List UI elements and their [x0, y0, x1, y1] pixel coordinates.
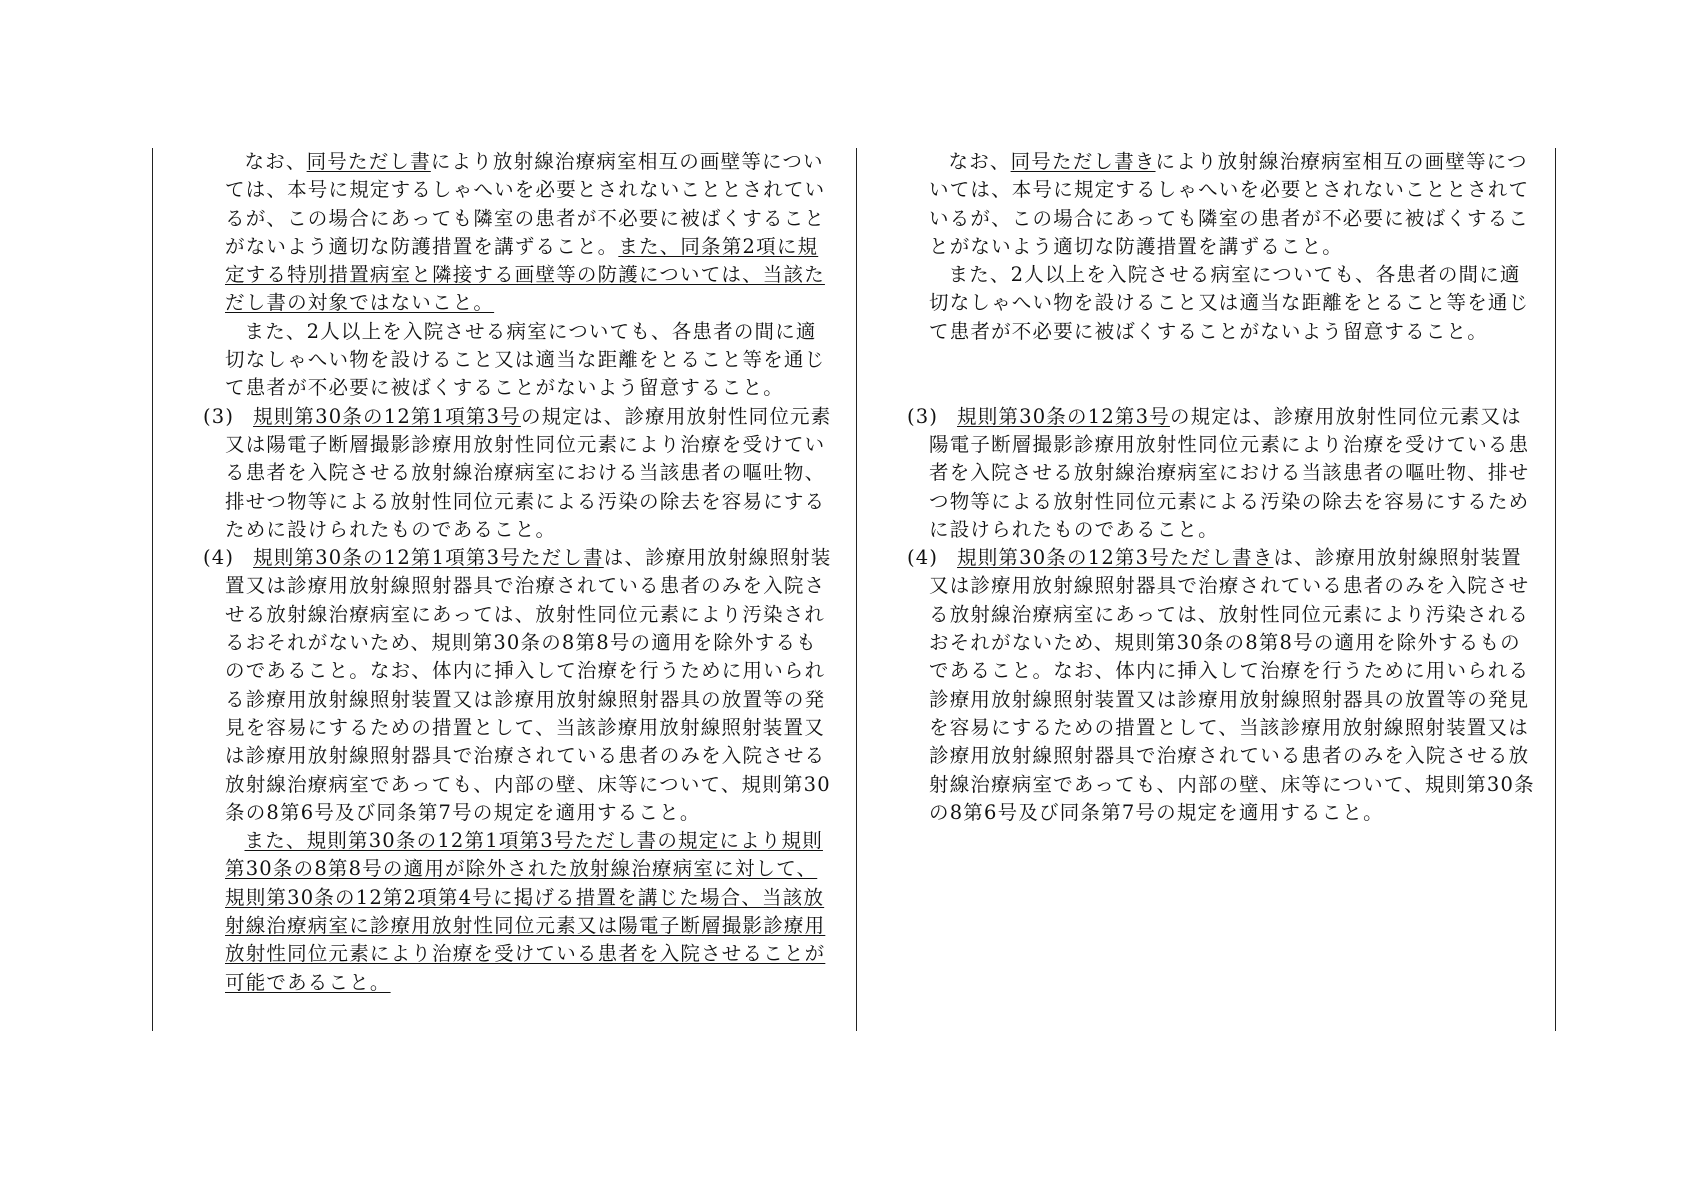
amended-reference: 規則第30条の12第1項第3号ただし書	[253, 546, 604, 570]
item-number: (4)	[203, 546, 235, 570]
item-number: (3)	[907, 404, 939, 428]
item-text: の規定は、診療用放射性同位元素又は陽電子断層撮影診療用放射性同位元素により治療を受けている患者を入院させる放射線治療病室における当該患者の嘔吐物、排せつ物等による放射性同位元素による汚染の除去を容易にするために設けられたものであること。	[929, 404, 1530, 541]
center-divider-rule	[856, 148, 857, 1031]
paragraph-prefix: なお、	[948, 150, 1011, 173]
added-paragraph	[225, 827, 837, 997]
item-3	[907, 403, 1541, 544]
added-sentence: また、同条第2項に規定する特別措置病室と隣接する画壁等の防護については、当該ただし書の対象ではないこと。	[225, 234, 825, 315]
item-3	[203, 403, 837, 544]
item-number: (4)	[907, 546, 939, 570]
item-text: の規定は、診療用放射性同位元素又は陽電子断層撮影診療用放射性同位元素により治療を受けている患者を入院させる放射線治療病室における当該患者の嘔吐物、排せつ物等による放射性同位元素による汚染の除去を容易にするために設けられたものであること。	[225, 404, 832, 541]
item-text: は、診療用放射線照射装置又は診療用放射線照射器具で治療されている患者のみを入院させる放射線治療病室にあっては、放射性同位元素により汚染されるおそれがないため、規則第30条の8第8号の適用を除外するものであること。なお、体内に挿入して治療を行うために用いられる診療用放射線照射装置又は診療用放射線照射器具の放置等の発見を容易にするための措置として、当該診療用放射線照射装置又は診療用放射線照射器具で治療されている患者のみを入院させる放射線治療病室であっても、内部の壁、床等について、規則第30条の8第6号及び同条第7号の規定を適用すること。	[929, 546, 1535, 824]
amended-reference: 規則第30条の12第3号	[957, 404, 1170, 428]
added-paragraph-text: また、規則第30条の12第1項第3号ただし書の規定により規則第30条の8第8号の適用が除外された放射線治療病室に対して、規則第30条の12第2項第4号に掲げる措置を講じた場合、当該放射線治療病室に診療用放射性同位元素又は陽電子断層撮影診療用放射性同位元素により治療を受けている患者を入院させることが可能であること。	[225, 829, 826, 994]
item-number: (3)	[203, 404, 235, 428]
amended-reference: 規則第30条の12第1項第3号	[253, 404, 521, 428]
paragraph-multi-patient-room: また、2人以上を入院させる病室についても、各患者の間に適切なしゃへい物を設けること又は適当な距離をとること等を通じて患者が不必要に被ばくすることがないよう留意すること。	[929, 263, 1530, 343]
item-4	[907, 544, 1541, 827]
current-text-column	[907, 148, 1541, 827]
amended-phrase: 同号ただし書	[306, 150, 431, 173]
paragraph-text: により放射線治療病室相互の画壁等については、本号に規定するしゃへいを必要とされないこととされているが、この場合にあっても隣室の患者が不必要に被ばくすることがないよう適切な防護措置を講ずること。	[225, 150, 826, 258]
left-margin-rule	[152, 148, 153, 1031]
paragraph-shielding	[929, 148, 1541, 261]
paragraph-multi-patient-room: また、2人以上を入院させる病室についても、各患者の間に適切なしゃへい物を設けること又は適当な距離をとること等を通じて患者が不必要に被ばくすることがないよう留意すること。	[225, 319, 826, 400]
amended-phrase: 同号ただし書き	[1010, 150, 1156, 173]
paragraph-text: により放射線治療病室相互の画壁等については、本号に規定するしゃへいを必要とされないこととされているが、この場合にあっても隣室の患者が不必要に被ばくすることがないよう適切な防護措置を講ずること。	[929, 150, 1530, 258]
amended-reference: 規則第30条の12第3号ただし書き	[957, 546, 1274, 570]
item-text: は、診療用放射線照射装置又は診療用放射線照射器具で治療されている患者のみを入院させる放射線治療病室にあっては、放射性同位元素により汚染されるおそれがないため、規則第30条の8第8号の適用を除外するものであること。なお、体内に挿入して治療を行うために用いられる診療用放射線照射装置又は診療用放射線照射器具の放置等の発見を容易にするための措置として、当該診療用放射線照射装置又は診療用放射線照射器具で治療されている患者のみを入院させる放射線治療病室であっても、内部の壁、床等について、規則第30条の8第6号及び同条第7号の規定を適用すること。	[225, 546, 832, 824]
revised-text-column	[203, 148, 837, 997]
item-4	[203, 544, 837, 827]
blank-space	[929, 346, 1541, 403]
paragraph-prefix: なお、	[244, 150, 307, 173]
paragraph-shielding	[225, 148, 837, 318]
right-margin-rule	[1555, 148, 1556, 1031]
